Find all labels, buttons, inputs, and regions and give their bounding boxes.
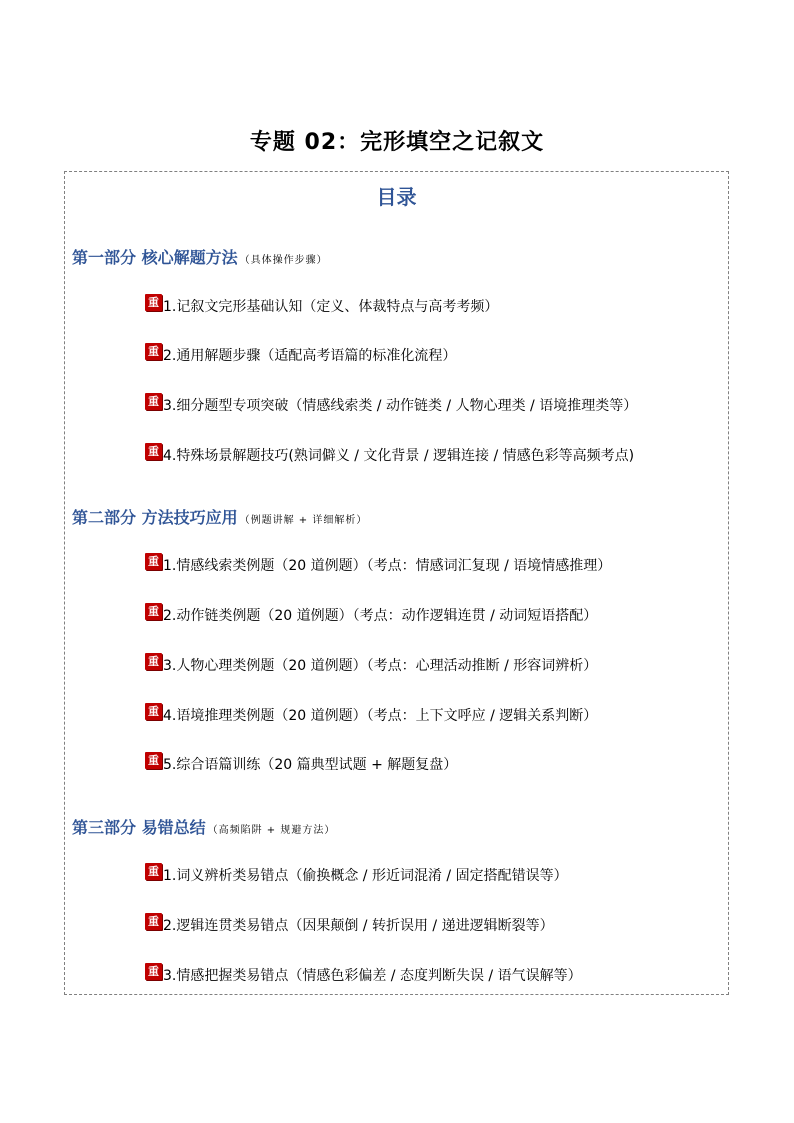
toc-item-1-1[interactable] xyxy=(145,295,498,319)
toc-item-label: 1.记叙文完形基础认知（定义、体裁特点与高考考频） xyxy=(163,299,499,315)
section-title-text: 第一部分 核心解题方法 xyxy=(72,248,238,267)
section-note: （高频陷阱 + 规避方法） xyxy=(207,825,336,836)
section-title-part-1 xyxy=(72,245,328,274)
toc-item-1-2[interactable] xyxy=(145,344,456,368)
zhong-key-point-icon: 重 xyxy=(145,343,162,360)
toc-item-label: 1.词义辨析类易错点（偷换概念 / 形近词混淆 / 固定搭配错误等） xyxy=(163,868,568,884)
toc-item-label: 2.逻辑连贯类易错点（因果颠倒 / 转折误用 / 递进逻辑断裂等） xyxy=(163,918,554,934)
toc-item-label: 1.情感线索类例题（20 道例题）（考点：情感词汇复现 / 语境情感推理） xyxy=(163,558,612,574)
toc-heading: 目录 xyxy=(376,185,417,209)
toc-item-1-4[interactable] xyxy=(145,444,634,468)
section-title-part-2 xyxy=(72,505,367,534)
zhong-key-point-icon: 重 xyxy=(145,653,162,670)
toc-item-3-2[interactable] xyxy=(145,914,554,938)
toc-item-label: 3.人物心理类例题（20 道例题）（考点：心理活动推断 / 形容词辨析） xyxy=(163,658,598,674)
toc-item-label: 4.语境推理类例题（20 道例题）（考点：上下文呼应 / 逻辑关系判断） xyxy=(163,708,598,724)
toc-item-3-1[interactable] xyxy=(145,864,568,888)
toc-item-2-3[interactable] xyxy=(145,654,597,678)
table-of-contents xyxy=(64,171,729,995)
zhong-key-point-icon: 重 xyxy=(145,393,162,410)
zhong-key-point-icon: 重 xyxy=(145,703,162,720)
zhong-key-point-icon: 重 xyxy=(145,553,162,570)
toc-item-label: 3.情感把握类易错点（情感色彩偏差 / 态度判断失误 / 语气误解等） xyxy=(163,968,582,984)
zhong-key-point-icon: 重 xyxy=(145,603,162,620)
toc-item-label: 3.细分题型专项突破（情感线索类 / 动作链类 / 人物心理类 / 语境推理类等） xyxy=(163,398,638,414)
toc-item-1-3[interactable] xyxy=(145,394,637,418)
section-note: （例题讲解 + 详细解析） xyxy=(239,515,368,526)
toc-item-2-1[interactable] xyxy=(145,554,611,578)
toc-item-label: 2.动作链类例题（20 道例题）（考点：动作逻辑连贯 / 动词短语搭配） xyxy=(163,608,598,624)
toc-item-2-2[interactable] xyxy=(145,604,597,628)
document-title: 专题 02：完形填空之记叙文 xyxy=(249,130,545,155)
toc-item-label: 2.通用解题步骤（适配高考语篇的标准化流程） xyxy=(163,348,457,364)
toc-item-2-4[interactable] xyxy=(145,704,597,728)
section-title-part-3 xyxy=(72,815,335,844)
zhong-key-point-icon: 重 xyxy=(145,443,162,460)
toc-item-2-5[interactable] xyxy=(145,753,457,777)
toc-item-label: 5.综合语篇训练（20 篇典型试题 + 解题复盘） xyxy=(163,757,458,773)
toc-item-label: 4.特殊场景解题技巧(熟词僻义 / 文化背景 / 逻辑连接 / 情感色彩等高频考点) xyxy=(163,448,635,464)
section-title-text: 第二部分 方法技巧应用 xyxy=(72,508,238,527)
section-note: （具体操作步骤） xyxy=(239,255,328,266)
zhong-key-point-icon: 重 xyxy=(145,752,162,769)
zhong-key-point-icon: 重 xyxy=(145,913,162,930)
toc-item-3-3[interactable] xyxy=(145,964,582,988)
zhong-key-point-icon: 重 xyxy=(145,294,162,311)
section-title-text: 第三部分 易错总结 xyxy=(72,818,206,837)
zhong-key-point-icon: 重 xyxy=(145,863,162,880)
zhong-key-point-icon: 重 xyxy=(145,963,162,980)
